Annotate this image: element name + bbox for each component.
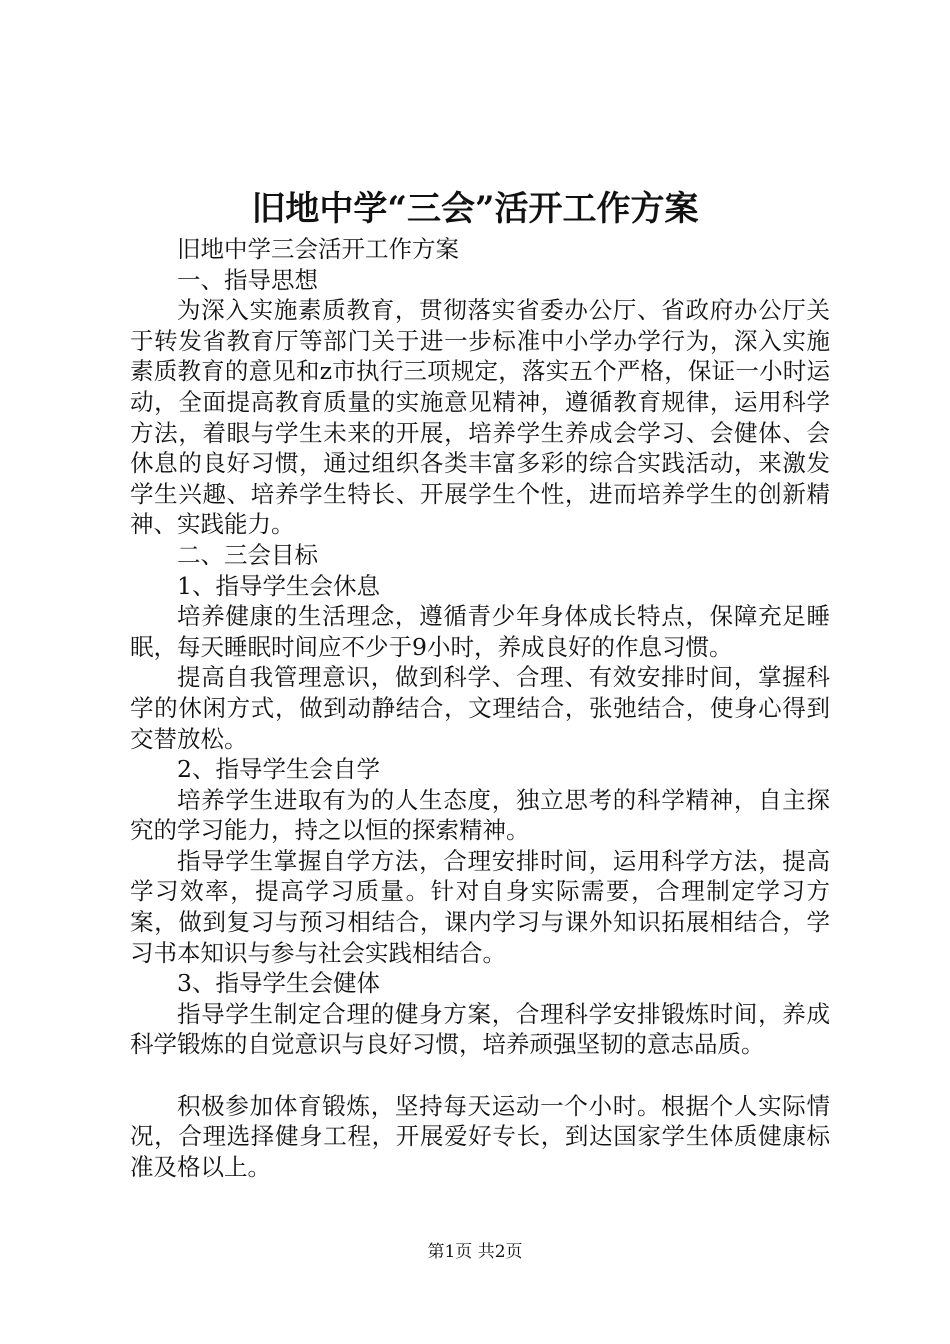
paragraph: 积极参加体育锻炼，坚持每天运动一个小时。根据个人实际情况，合理选择健身工程，开展爱好专长，到达国家学生体质健康标准及格以上。: [130, 1091, 830, 1181]
document-title: 旧地中学“三会”活开工作方案: [251, 189, 699, 229]
paragraph: 指导学生掌握自学方法，合理安排时间，运用科学方法，提高学习效率，提高学习质量。针对自身实际需要，合理制定学习方案，做到复习与预习相结合，课内学习与课外知识拓展相结合，学习书本知识与参与社会实践相结合。: [130, 846, 830, 967]
subheading-fitness: 3、指导学生会健体: [177, 969, 380, 998]
subheading-rest: 1、指导学生会休息: [177, 571, 380, 600]
paragraph: 提高自我管理意识，做到科学、合理、有效安排时间，掌握科学的休闲方式，做到动静结合，文理结合，张弛结合，使身心得到交替放松。: [130, 663, 830, 753]
paragraph: 培养健康的生活理念，遵循青少年身体成长特点，保障充足睡眠，每天睡眠时间应不少于9小时，养成良好的作息习惯。: [130, 602, 830, 661]
paragraph: 培养学生进取有为的人生态度，独立思考的科学精神，自主探究的学习能力，持之以恒的探索精神。: [130, 785, 830, 845]
page-footer: 第1页 共2页: [427, 1242, 523, 1262]
document-body: [130, 234, 830, 1182]
subheading-self-study: 2、指导学生会自学: [177, 755, 380, 784]
paragraph-subtitle: 旧地中学三会活开工作方案: [177, 235, 459, 263]
paragraph: 指导学生制定合理的健身方案，合理科学安排锻炼时间，养成科学锻炼的自觉意识与良好习惯，培养顽强坚韧的意志品质。: [130, 999, 830, 1059]
section-heading-guiding-thought: 一、指导思想: [177, 265, 318, 294]
paragraph: 为深入实施素质教育，贯彻落实省委办公厅、省政府办公厅关于转发省教育厅等部门关于进一步标准中小学办学行为，深入实施素质教育的意见和z市执行三项规定，落实五个严格，保证一小时运动，全面提高教育质量的实施意见精神，遵循教育规律，运用科学方法，着眼与学生未来的开展，培养学生养成会学习、会健体、会休息的良好习惯，通过组织各类丰富多彩的综合实践活动，来激发学生兴趣、培养学生特长、开展学生个性，进而培养学生的创新精神、实践能力。: [130, 296, 830, 539]
section-heading-goals: 二、三会目标: [177, 540, 318, 569]
